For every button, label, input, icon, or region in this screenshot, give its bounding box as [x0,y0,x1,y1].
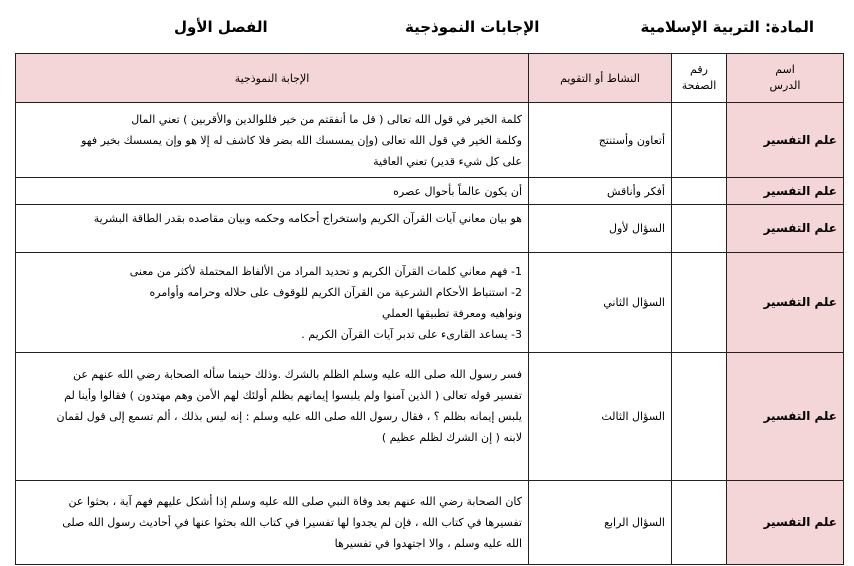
answer-line: لابنه ( إن الشرك لظلم عظيم ) [381,431,522,444]
lesson-cell: علم التفسير [727,481,844,565]
answer-cell [16,253,529,353]
answer-cell [16,178,529,205]
column-header-page [672,54,727,103]
activity-cell: السؤال الثالث [529,353,672,481]
activity-cell: أفكر وأناقش [529,178,672,205]
column-header-answer: الإجابة النموذجية [16,54,529,103]
chapter-heading: الفصل الأول [174,18,268,36]
table-row [16,353,844,481]
column-header-lesson-line2: الدرس [769,79,801,92]
page-cell [672,353,727,481]
page-title: الإجابات النموذجية [405,18,540,36]
page-cell [672,205,727,253]
lesson-cell: علم التفسير [727,353,844,481]
answer-line: كان الصحابة رضي الله عنهم بعد وفاة النبي صلى الله عليه وسلم إذا أشكل عليهم فهم آية ، بحثوا عن [68,495,522,508]
answers-table [15,53,844,565]
answer-line: هو بيان معاني آيات القرآن الكريم واستخراج أحكامه وحكمه وبيان مقاصده بقدر الطاقة البشرية [93,211,522,225]
table-row [16,253,844,353]
answer-line: ونواهيه ومعرفة تطبيقها العملي [382,306,522,320]
page-cell [672,481,727,565]
table-body [16,103,844,565]
answer-line: أن يكون عالماً بأحوال عصره [393,184,522,198]
answer-line: تفسير قوله تعالى ( الذين آمنوا ولم يلبسوا إيمانهم بظلم أولئك لهم الأمن وهم مهتدون ) فقالوا وأينا لم [64,389,522,402]
answer-line: 1- فهم معاني كلمات القرآن الكريم و تحديد المراد من الألفاظ المحتملة لأكثر من معنى [129,264,522,278]
answer-line: 3- يساعد القارىء على تدبر آيات القرآن الكريم . [301,327,522,341]
activity-cell: أتعاون وأستنتج [529,103,672,178]
answer-line [22,448,522,469]
answer-line: فسر رسول الله صلى الله عليه وسلم الظلم بالشرك .وذلك حينما سأله الصحابة رضي الله عنهم عن [73,368,522,381]
page-cell [672,103,727,178]
lesson-cell: علم التفسير [727,178,844,205]
answer-cell [16,205,529,253]
column-header-page-line1: رقم [690,63,708,76]
page-cell [672,253,727,353]
answer-cell [16,103,529,178]
answer-cell [16,353,529,481]
table-row [16,205,844,253]
page-cell [672,178,727,205]
column-header-lesson-line1: اسم [775,63,795,76]
activity-cell: السؤال الثاني [529,253,672,353]
answer-line: وكلمة الخير في قول الله تعالى (وإن يمسسك الله بضر فلا كاشف له إلا هو وإن يمسسك بخير فهو [81,133,522,147]
column-header-lesson [727,54,844,103]
answer-line: 2- استنباط الأحكام الشرعية من القرآن الكريم للوقوف على حلاله وحرامه وأوامره [149,285,522,299]
answer-line: الله عليه وسلم ، والا اجتهدوا في تفسيرها [334,537,522,550]
answer-line: يلبس إيمانه بظلم ؟ ، فقال رسول الله صلى الله عليه وسلم : إنه ليس بذلك ، ألم تسمع إلى قول لقمان [56,410,522,423]
answer-line: كلمة الخير في قول الله تعالى ( قل ما أنفقتم من خير فللوالدين والأقربين ) تعني المال [131,112,522,126]
activity-cell: السؤال لأول [529,205,672,253]
table-row [16,178,844,205]
subject-heading: المادة: التربية الإسلامية [640,18,814,36]
table-row [16,481,844,565]
answer-line [22,229,522,250]
column-header-page-line2: الصفحة [681,79,717,92]
table-header-row [16,54,844,103]
lesson-cell: علم التفسير [727,205,844,253]
column-header-activity: النشاط أو التقويم [529,54,672,103]
lesson-cell: علم التفسير [727,103,844,178]
answer-cell [16,481,529,565]
answer-line: تفسيرها في كتاب الله ، فإن لم يجدوا لها تفسيرا في كتاب الله بحثوا عنها في أحاديث رسول الله صلى [62,516,522,529]
activity-cell: السؤال الرابع [529,481,672,565]
lesson-cell: علم التفسير [727,253,844,353]
answer-line: على كل شيء قدير) تعني العافية [373,154,522,168]
table-row [16,103,844,178]
